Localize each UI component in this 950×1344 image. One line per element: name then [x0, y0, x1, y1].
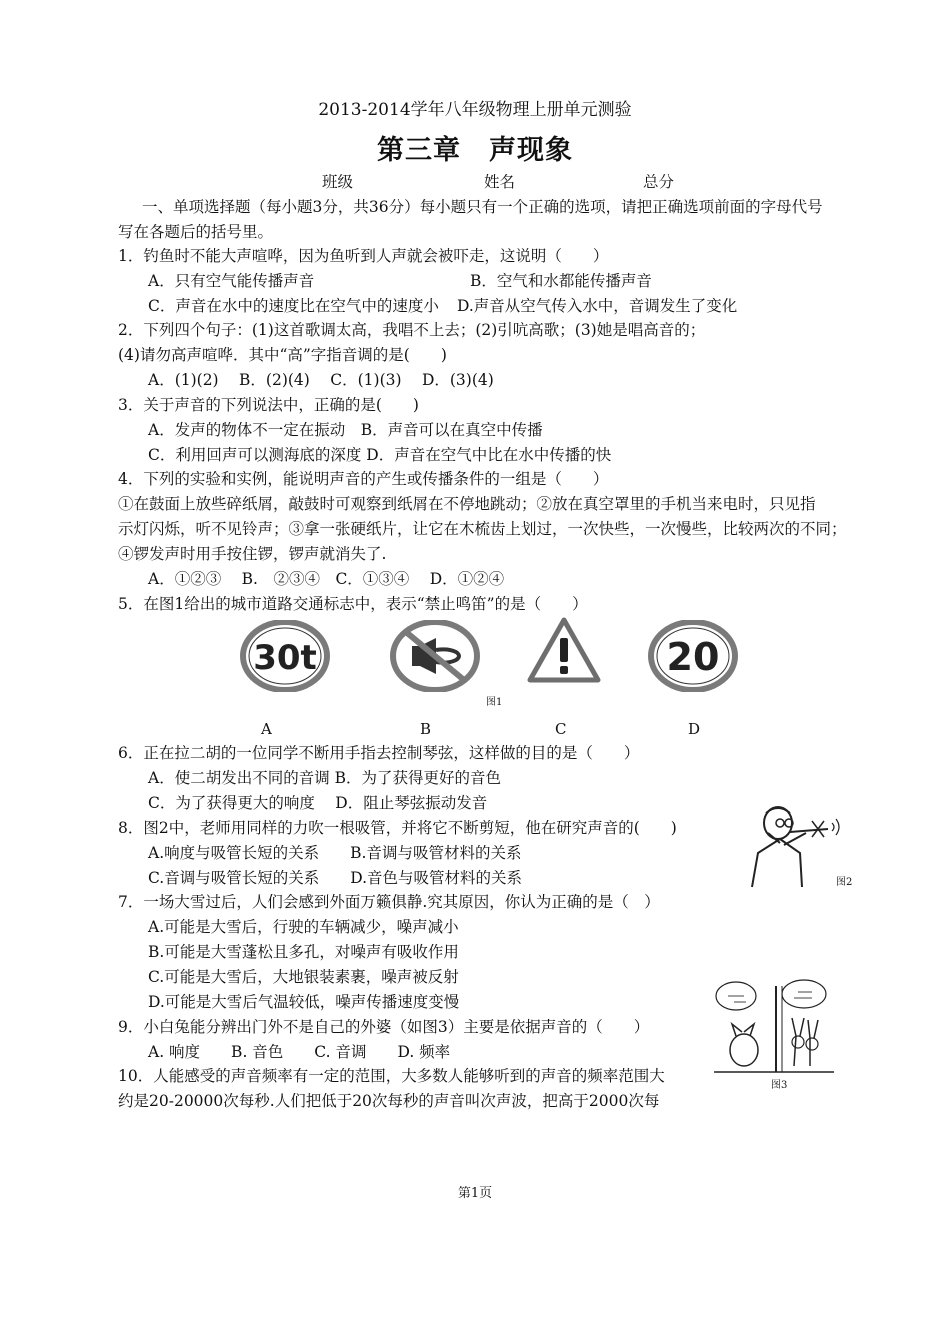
figure-3-caption: 图3 [771, 1080, 788, 1091]
question-2: 2．下列四个句子：(1)这首歌调太高，我唱不上去；(2)引吭高歌；(3)她是唱高音的； [118, 321, 706, 339]
sign-label-c: C [555, 720, 567, 738]
q3-options-ab: A．发声的物体不一定在振动 B．声音可以在真空中传播 [148, 421, 543, 439]
q6-options-ab: A．使二胡发出不同的音调 B．为了获得更好的音色 [148, 769, 502, 787]
q8-options-ab: A.响度与吸管长短的关系 B.音调与吸管材料的关系 [148, 844, 522, 862]
q7-option-a: A.可能是大雪后，行驶的车辆减少，噪声减小 [148, 918, 459, 936]
sign-label-d: D [688, 720, 701, 738]
name-label: 姓名 [484, 173, 516, 191]
question-6: 6．正在拉二胡的一位同学不断用手指去控制琴弦，这样做的目的是（ ） [118, 744, 640, 762]
question-1: 1．钓鱼时不能大声喧哗，因为鱼听到人声就会被吓走，这说明（ ） [118, 247, 609, 265]
question-10-cont: 约是20-20000次每秒.人们把低于20次每秒的声音叫次声波，把高于2000次每 [118, 1092, 660, 1110]
q1-option-d: D.声音从空气传入水中，音调发生了变化 [457, 297, 738, 315]
figure-2-caption: 图2 [836, 877, 853, 888]
q1-option-a: A．只有空气能传播声音 [148, 272, 315, 290]
q4-statement-3: ④锣发声时用手按住锣，锣声就消失了. [118, 545, 387, 563]
sign-label-b: B [420, 720, 432, 738]
sign-label-a: A [261, 720, 272, 738]
page-number: 第1页 [457, 1186, 493, 1201]
figure-3-rabbits-door [714, 978, 834, 1074]
page-title: 2013-2014学年八年级物理上册单元测验 [318, 100, 632, 120]
figure-2-teacher-straw [740, 803, 845, 888]
question-8: 8．图2中，老师用同样的力吹一根吸管，并将它不断剪短，他在研究声音的( ) [118, 819, 677, 837]
sign-c-warning [526, 616, 602, 686]
chapter-title: 第三章 声现象 [377, 135, 573, 166]
question-9: 9．小白兔能分辨出门外不是自己的外婆（如图3）主要是依据声音的（ ） [118, 1018, 650, 1036]
question-7: 7．一场大雪过后，人们会感到外面万籁俱静.究其原因，你认为正确的是（ ） [118, 893, 660, 911]
q8-options-cd: C.音调与吸管长短的关系 D.音色与吸管材料的关系 [148, 869, 523, 887]
q9-options: A. 响度 B. 音色 C. 音调 D. 频率 [148, 1043, 451, 1061]
section-instruction-cont: 写在各题后的括号里。 [118, 223, 274, 241]
sign-d-speed-limit [648, 620, 738, 692]
q4-statement-1: ①在鼓面上放些碎纸屑，敲鼓时可观察到纸屑在不停地跳动；②放在真空罩里的手机当来电时，只见指 [118, 495, 816, 513]
question-10: 10．人能感受的声音频率有一定的范围，大多数人能够听到的声音的频率范围大 [118, 1067, 665, 1085]
q1-option-c: C．声音在水中的速度比在空气中的速度小 [148, 297, 439, 315]
score-label: 总分 [643, 173, 675, 191]
question-5: 5．在图1给出的城市道路交通标志中，表示“禁止鸣笛”的是（ ） [118, 595, 588, 613]
question-4: 4．下列的实验和实例，能说明声音的产生或传播条件的一组是（ ） [118, 470, 609, 488]
figure-1-caption: 图1 [486, 697, 503, 708]
exclamation-icon [560, 638, 568, 674]
q2-options: A．(1)(2) B．(2)(4) C．(1)(3) D．(3)(4) [148, 371, 494, 389]
q7-option-b: B.可能是大雪蓬松且多孔，对噪声有吸收作用 [148, 943, 459, 961]
q7-option-d: D.可能是大雪后气温较低，噪声传播速度变慢 [148, 993, 460, 1011]
q1-option-b: B．空气和水都能传播声音 [470, 272, 652, 290]
section-instruction: 一、单项选择题（每小题3分，共36分）每小题只有一个正确的选项，请把正确选项前面的字母代号 [142, 198, 823, 216]
question-2-cont: (4)请勿高声喧哗．其中“高”字指音调的是( ) [118, 346, 447, 364]
sign-a-weight-limit [240, 620, 330, 692]
q6-options-cd: C．为了获得更大的响度 D．阻止琴弦振动发音 [148, 794, 488, 812]
question-3: 3．关于声音的下列说法中，正确的是( ) [118, 396, 419, 414]
sign-b-no-horn [390, 620, 480, 692]
class-label: 班级 [322, 173, 354, 191]
q7-option-c: C.可能是大雪后，大地银装素裹，噪声被反射 [148, 968, 459, 986]
q4-options: A．①②③ B. ②③④ C．①③④ D．①②④ [148, 570, 505, 588]
q4-statement-2: 示灯闪烁，听不见铃声；③拿一张硬纸片，让它在木梳齿上划过，一次快些，一次慢些，比较两次的不同； [118, 520, 847, 538]
q3-options-cd: C．利用回声可以测海底的深度 D．声音在空气中比在水中传播的快 [148, 446, 612, 464]
sign-d-text: 20 [666, 635, 720, 679]
sign-a-text: 30t [253, 638, 317, 678]
